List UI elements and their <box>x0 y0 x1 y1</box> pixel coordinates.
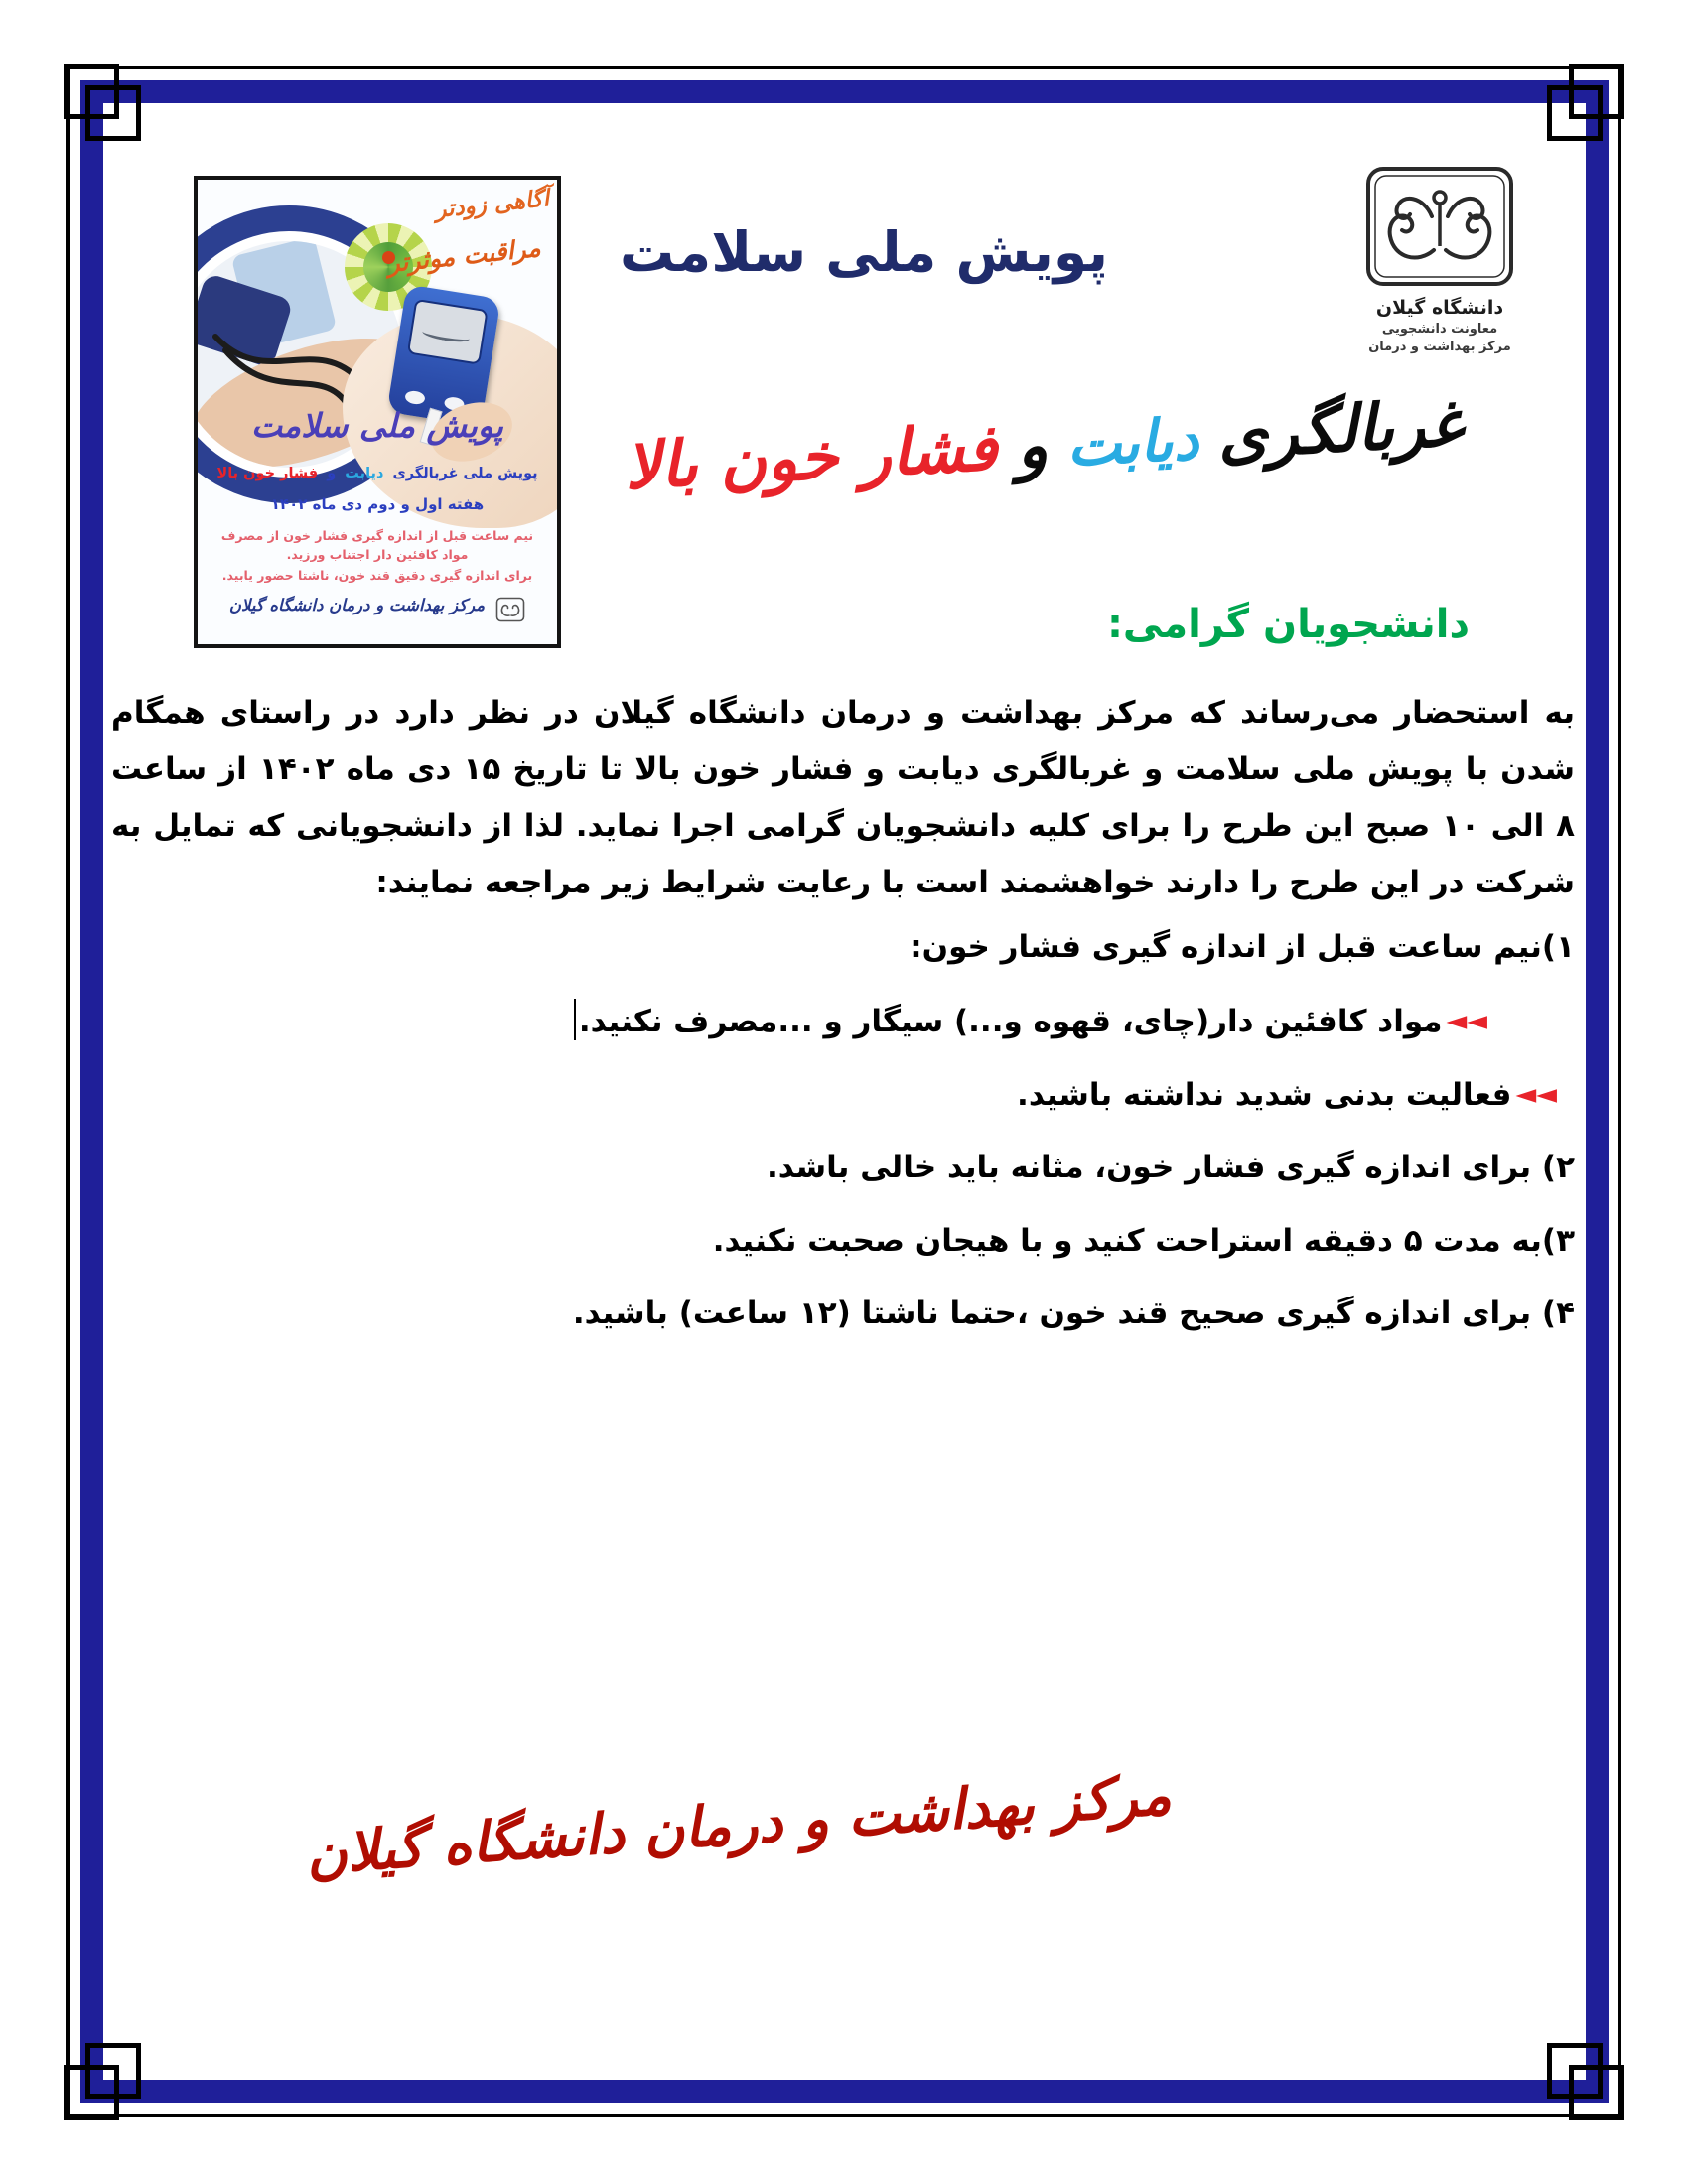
body-paragraph: به استحضار می‌رساند که مرکز بهداشت و درمان دانشگاه گیلان در نظر دارد در راستای همگام شدن با پویش ملی سلامت و غربالگری دیابت و فشار خون بالا تا تاریخ ۱۵ دی ماه ۱۴۰۲ از ساعت ۸ الی ۱۰ صبح این طرح را برای کلیه دانشجویان گرامی اجرا نماید. لذا از دانشجویانی که تمایل به شرکت در این طرح را دارند خواهشمند است با رعایت شرایط زیر مراجعه نمایند: <box>111 695 1575 900</box>
headline-word-screening: غربالگری <box>1215 387 1465 474</box>
poster-glucometer-screen <box>407 299 489 365</box>
list-item-text: فعالیت بدنی شدید نداشته باشید. <box>1017 1076 1512 1113</box>
poster-glucometer-button <box>404 390 426 406</box>
university-of-guilan-logo-icon <box>1364 165 1515 288</box>
frame-corner-square <box>1547 85 1603 141</box>
poster-date-line: هفته اول و دوم دی ماه ۱۴۰۲ <box>270 495 485 513</box>
frame-corner-square <box>85 85 141 141</box>
poster-subtitle-part: پویش ملی غربالگری <box>392 466 538 481</box>
university-logo-block <box>1358 165 1521 354</box>
poster-footer-text: مرکز بهداشت و درمان دانشگاه گیلان <box>228 596 486 614</box>
signature-health-center: مرکز بهداشت و درمان دانشگاه گیلان <box>304 1762 1174 1888</box>
greeting-heading: دانشجویان گرامی: <box>1106 602 1470 647</box>
headline-word-and: و <box>1015 408 1050 484</box>
poster-note1: نیم ساعت قبل از اندازه گیری فشار خون از مصرف مواد کافئین دار اجتناب ورزید. <box>220 528 534 563</box>
red-arrows-icon: ◄◄ <box>1446 1006 1487 1037</box>
headline-word-diabetes: دیابت <box>1064 405 1200 479</box>
poster-subtitle-part: فشار خون بالا <box>216 466 319 481</box>
headline-word-hypertension: فشار خون بالا <box>622 411 1000 505</box>
instruction-list <box>111 926 1575 1365</box>
red-arrows-icon: ◄◄ <box>1515 1078 1557 1110</box>
poster-slogan-line2: مراقبت موثرتر <box>386 232 543 279</box>
poster-mini-logo <box>495 597 525 622</box>
frame-corner-square <box>1547 2043 1603 2099</box>
list-item-caffeine <box>111 999 1487 1043</box>
campaign-poster <box>194 176 561 648</box>
list-item-text: مواد کافئین دار(چای، قهوه و...) سیگار و ...مصرف نکنید. <box>578 1004 1443 1040</box>
poster-screen-squiggle <box>422 326 471 343</box>
poster-note2: برای اندازه گیری دقیق قند خون، ناشتا حضور یابید. <box>221 568 533 583</box>
poster-title: پویش ملی سلامت <box>251 406 503 445</box>
poster-slogan-line1: آگاهی زودتر <box>433 186 551 223</box>
poster-subtitle <box>198 466 557 481</box>
logo-center: مرکز بهداشت و درمان <box>1368 340 1511 354</box>
list-item-4: ۴) برای اندازه گیری صحیح قند خون ،حتما ناشتا (۱۲ ساعت) باشید. <box>572 1295 1575 1331</box>
list-item-activity <box>111 1074 1557 1117</box>
list-item-3: ۳)به مدت ۵ دقیقه استراحت کنید و با هیجان صحبت نکنید. <box>712 1222 1575 1259</box>
poster-footer <box>206 596 549 626</box>
frame-corner-square <box>85 2043 141 2099</box>
logo-department: معاونت دانشجویی <box>1381 322 1498 337</box>
poster-subtitle-part: دیابت <box>345 466 384 481</box>
list-item-2: ۲) برای اندازه گیری فشار خون، مثانه باید خالی باشد. <box>766 1150 1575 1186</box>
list-item-1: ۱)نیم ساعت قبل از اندازه گیری فشار خون: <box>910 929 1575 965</box>
logo-university-name: دانشگاه گیلان <box>1375 297 1504 319</box>
page-title: پویش ملی سلامت <box>619 220 1109 284</box>
text-cursor <box>574 999 576 1040</box>
poster-subtitle-part: و <box>327 466 337 481</box>
